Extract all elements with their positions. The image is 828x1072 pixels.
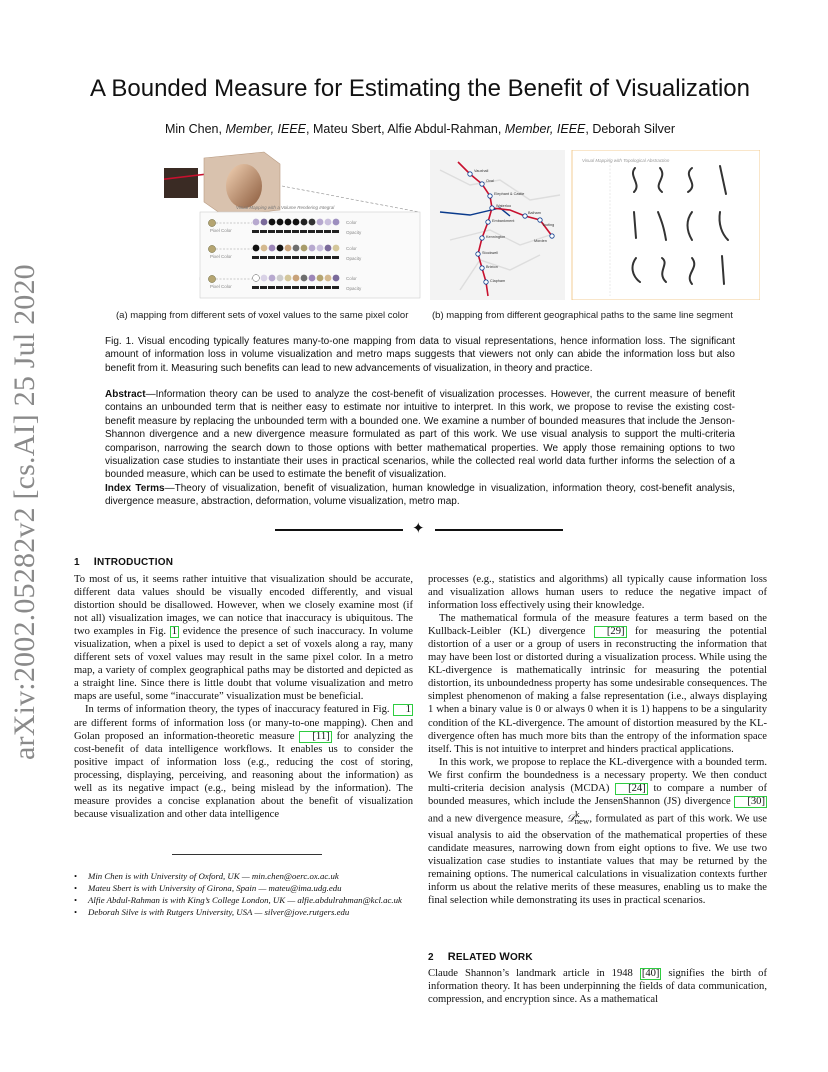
column-left: [74, 573, 413, 821]
mapping-panel: [200, 212, 420, 298]
pixel-color-label: Pixel Color: [210, 228, 232, 233]
author-name: Mateu Sbert: [312, 122, 382, 136]
color-label: Color: [346, 220, 357, 225]
station-label: Clapham: [490, 279, 506, 283]
volume-rendering-diagram: [164, 150, 424, 300]
footnote: • Mateu Sbert is with University of Girona, Spain — mateu@ima.udg.edu: [74, 882, 419, 894]
station-label: Tooting: [542, 223, 555, 227]
station-label: Oval: [486, 179, 494, 183]
color-label: Color: [346, 276, 357, 281]
footnotes: [74, 870, 419, 918]
footnote: • Deborah Silve is with Rutgers University, USA — silver@jove.rutgers.edu: [74, 906, 419, 918]
station-label: Morden: [534, 239, 547, 243]
head-thumbnail: [164, 168, 198, 198]
station-label: Balham: [528, 211, 541, 215]
station-label: Elephant & Castle: [494, 192, 525, 196]
abstract: [105, 388, 735, 482]
paragraph: To most of us, it seems rather intuitive that visualization should be accurate, different data values should be visually encoded differently, and visual distortion should be disallowed. However, when we closely examine most (if not all) visualization images, we can notice that inaccuracy is ubiquitous. The two examples in Fig. 1 evidence the presence of such inaccuracy. In volume visualization, when a pixel is used to depict a set of voxels along a ray, many different sets of voxel values may result in the same pixel color. In a metro map, a variety of complex geographical paths may be distorted and depicted as a straight line. Since there is little doubt that volume visualization and metro maps are useful, some “inaccurate” visualization must be beneficial.: [74, 574, 414, 703]
ref-link[interactable]: [29]: [594, 626, 627, 638]
footnote: • Min Chen is with University of Oxford, UK — min.chen@oerc.ox.ac.uk: [74, 870, 419, 882]
caption-label: Fig. 1.: [105, 336, 134, 347]
opacity-label: Opacity: [346, 230, 362, 235]
panel-a-title: Visual Mapping with a Volume Rendering Integral: [236, 205, 335, 210]
ref-link[interactable]: [40]: [641, 968, 660, 979]
ref-link[interactable]: 1: [393, 704, 413, 716]
station-label: Vauxhall: [474, 169, 489, 173]
index-terms-text: —Theory of visualization, benefit of visualization, human knowledge in visualization, information theory, cost-benefit analysis, divergence measure, abstraction, deformation, volume visualization, metro map.: [105, 483, 735, 508]
paragraph: processes (e.g., statistics and algorithms) all typically cause information loss and visualization allows human users to reduce the negative impact of information loss effectively using their knowledge.: [428, 574, 767, 612]
author-name: Alfie Abdul-Rahman: [387, 122, 498, 136]
station-label: Brixton: [486, 265, 498, 269]
author-name: Min Chen: [164, 122, 219, 136]
subcaption-b: (b) mapping from different geographical paths to the same line segment: [432, 310, 733, 321]
caption-text: Visual encoding typically features many-to-one mapping from data to visual representations, hence information loss. The significant amount of information loss in volume visualization and metro maps suggests that viewers not only can abide the information loss but also benefit from it. Measuring such benefits can lead to new advancements of visualization, in theory and practice.: [105, 336, 736, 374]
ref-link[interactable]: 1: [171, 626, 178, 638]
footnote: • Alfie Abdul-Rahman is with King’s College London, UK — alfie.abdulrahman@kcl.ac.uk: [74, 894, 419, 906]
opacity-label: Opacity: [346, 286, 362, 291]
ref-link[interactable]: [24]: [615, 783, 648, 795]
figure-panel-b: [430, 150, 760, 300]
panel-b-annotation: Visual Mapping with Topological Abstraction: [582, 158, 670, 163]
ref-link[interactable]: [30]: [734, 796, 767, 808]
index-terms-label: Index Terms: [105, 483, 165, 494]
paper-title: A Bounded Measure for Estimating the Benefit of Visualization: [90, 75, 750, 102]
head-volume: [226, 164, 262, 208]
author-affil: Member, IEEE: [225, 122, 307, 136]
pixel-color-label: Pixel Color: [210, 254, 232, 259]
abstract-text: —Information theory can be used to analyze the cost-benefit of visualization processes. However, the current measure of benefit contains an unbounded term that is neither easy to estimate nor intuitive to interpret. In this work, we propose to revise the existing cost-benefit measure by replacing the unbounded term with a bounded one. We examine a number of bounded measures that include the Jenson-Shannon divergence and a new divergence measure formulated as part of this work. We use visual analysis to support the multi-criteria comparison, narrowing the search down to those options with better mathematical properties. We apply those remaining options to two visualization case studies to instantiate their uses in practical scenarios, while the collected real world data further informs the selection of a bounded measure, which can be used to estimate the benefit of visualization.: [105, 389, 735, 481]
author-name: Deborah Silver: [592, 122, 676, 136]
opacity-label: Opacity: [346, 256, 362, 261]
station-label: Kennington: [486, 235, 506, 239]
paragraph: Claude Shannon’s landmark article in 1948 [40] signifies the birth of information theory. It has been underpinning the fields of data communication, compression, and encryption since. As a mathematical: [428, 968, 767, 1006]
color-label: Color: [346, 246, 357, 251]
station-label: Waterloo: [496, 204, 512, 208]
author-list: Min Chen, Member, IEEE, Mateu Sbert, Alfie Abdul-Rahman, Member, IEEE, Deborah Silver: [164, 122, 676, 136]
section-heading-related-work: 2 RELATED WORK: [428, 951, 533, 963]
abstraction-panel: [572, 150, 760, 300]
paragraph: In this work, we propose to replace the KL-divergence with a bounded term. We first confirm the boundedness is a necessary property. We then conduct multi-criteria decision analysis (MCDA) [24] to compare a number of bounded measures, which include the JensenShannon (JS) divergence [30] and a new divergence measure, 𝒟$^k_{new}$, formulated as part of this work. We use visual analysis to aid the observation of the mathematical properties of these candidate measures, narrowing down from eight options to five. We use two visualization case studies to instantiate values that may be returned by the remaining options. The numerical calculations in visualization contexts further inform us about the relative merits of these measures, enabling us to make the final selection while demonstrating its uses in practical scenarios.: [428, 756, 767, 906]
index-terms: [105, 482, 735, 509]
ref-link[interactable]: [11]: [299, 731, 331, 743]
paragraph: In terms of information theory, the types of inaccuracy featured in Fig. 1 are different forms of information loss (or many-to-one mapping). Chen and Golan proposed an information-theoretic measure [11] for analyzing the cost-benefit of data intelligence workflows. It enables us to consider the positive impact of information loss (e.g., reducing the cost of storing, processing, displaying, perceiving, and reasoning about the information) as well as its negative impact (e.g., being mislead by the information). The measure provides a concise explanation about the benefit of visualization because visualization and other data intelligence: [74, 704, 413, 820]
footnote-rule: [172, 854, 322, 855]
column-right-section2: [428, 967, 767, 1006]
abstract-label: Abstract: [105, 389, 146, 400]
column-right: [428, 573, 767, 907]
station-label: Embankment: [492, 219, 515, 223]
divider-star-icon: ✦: [412, 519, 425, 537]
author-affil: Member, IEEE: [504, 122, 586, 136]
math-symbol: 𝒟: [566, 813, 576, 825]
section-divider: [275, 519, 565, 538]
station-label: Stockwell: [482, 251, 499, 255]
figure-panel-a: [164, 150, 424, 300]
paragraph: The mathematical formula of the measure features a term based on the Kullback-Leibler (KL) divergence [29] for measuring the potential distortion of a user or a group of users in reconstructing the information that may have been lost or distorted during a visualization process. While using the KL-divergence is mathematically intrinsic for measuring the potential distortion, its unboundedness property has some undesirable consequences. The simplest phenomenon of making a false representation (i.e., always displaying 1 when a binary value is 0 or always 0 when it is 1) happens to be a singularity condition of the KL-divergence. The amount of distortion measured by the KL-divergence often has much more bits than the entropy of the information space itself. This is not intuitive to interpret and hinders practical applications.: [428, 613, 767, 755]
section-heading-introduction: 1 INTRODUCTION: [74, 556, 174, 568]
figure-caption: [105, 335, 735, 375]
subcaption-a: (a) mapping from different sets of voxel values to the same pixel color: [116, 310, 409, 321]
pixel-color-label: Pixel Color: [210, 284, 232, 289]
metro-map-diagram: [430, 150, 760, 300]
arxiv-identifier: arXiv:2002.05282v2 [cs.AI] 25 Jul 2020: [8, 264, 41, 760]
